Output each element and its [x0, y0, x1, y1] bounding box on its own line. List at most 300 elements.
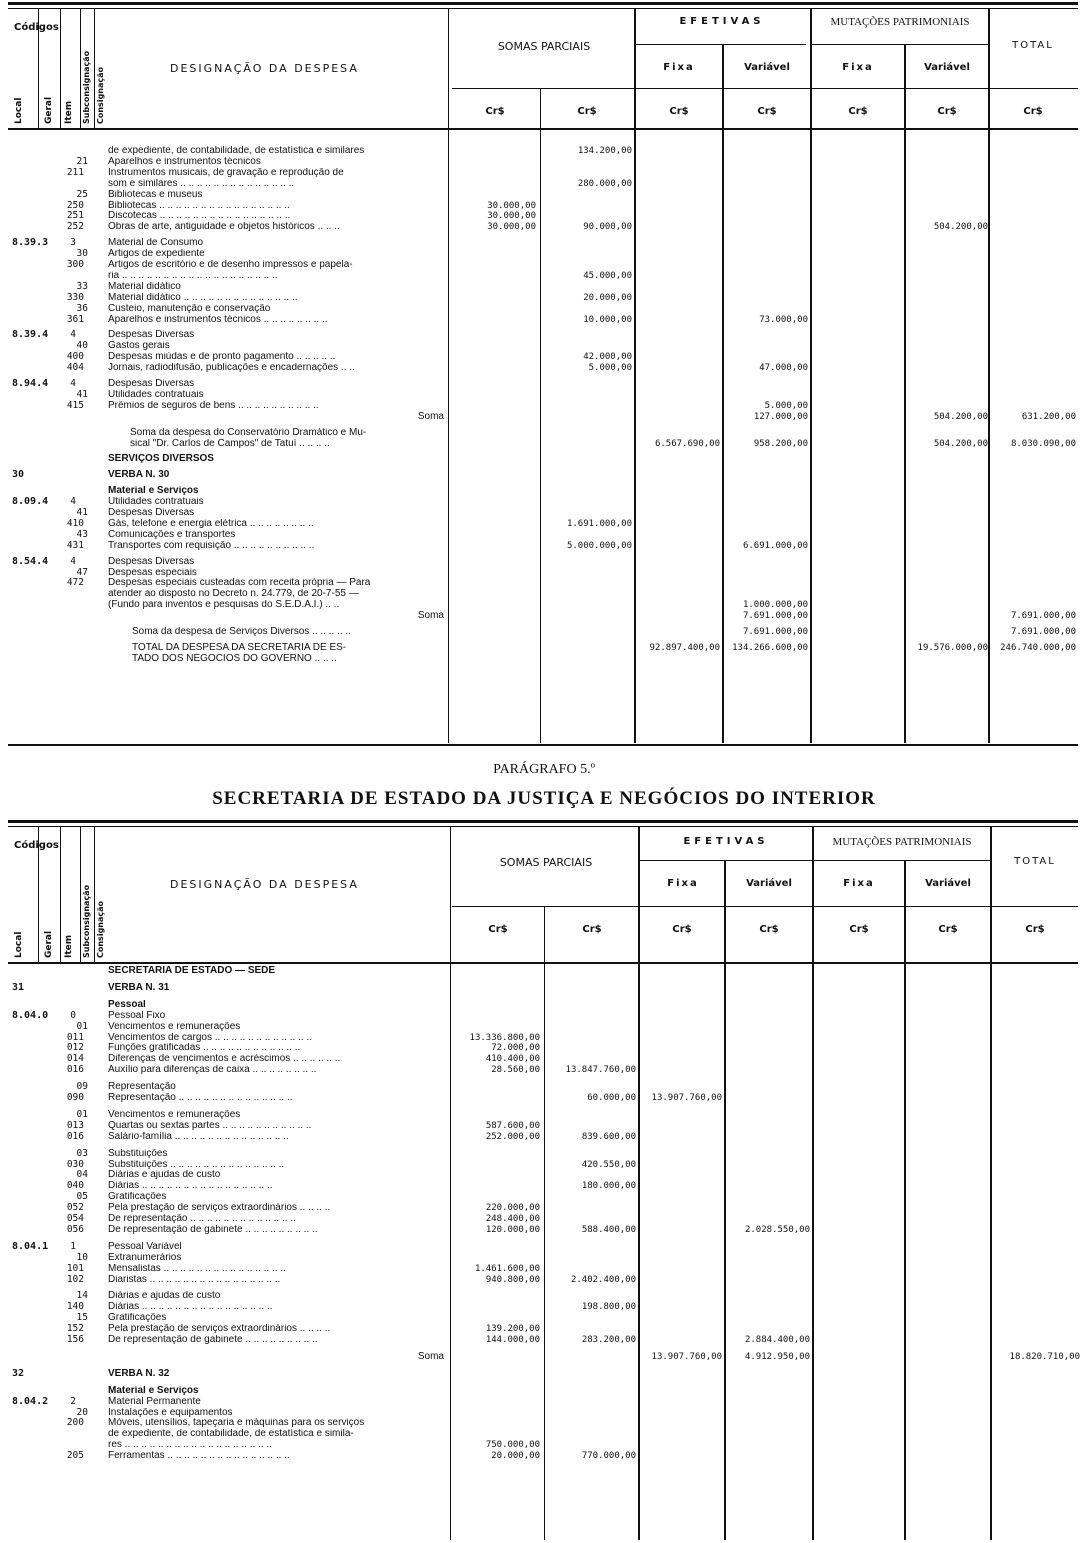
- currency-label: Cr$: [1023, 106, 1043, 117]
- amount-c2: 20.000,00: [583, 292, 632, 303]
- consignacao-label: Consignação: [96, 66, 105, 124]
- table-row: [0, 627, 1088, 637]
- designation: Diferenças de vencimentos e acréscimos .. .. .. .. .. ..: [108, 1054, 341, 1065]
- item-code: 05: [76, 1191, 88, 1203]
- variavel-label: Variável: [744, 62, 790, 73]
- table-row: [0, 1149, 1088, 1159]
- efetivas-label: EFETIVAS: [679, 16, 765, 27]
- designacao-label: DESIGNAÇÃO DA DESPESA: [170, 878, 359, 891]
- table-row: [0, 643, 1088, 653]
- geral-code: 0: [70, 1009, 76, 1021]
- subconsignacao-code: 140: [66, 1301, 84, 1313]
- designation: Transportes com requisição .. .. .. .. .. .. .. .. .. ..: [108, 540, 315, 551]
- amount-c4: 7.691.000,00: [742, 627, 808, 637]
- table-row: [0, 1429, 1088, 1439]
- item-code: 01: [76, 1020, 88, 1032]
- table-row: [0, 1170, 1088, 1180]
- amount-c2: 2.402.400,00: [570, 1274, 636, 1285]
- amount-c1: 20.000,00: [491, 1451, 540, 1462]
- amount-c2: 770.000,00: [581, 1451, 636, 1462]
- subconsignacao-code: 472: [66, 577, 84, 589]
- currency-label: Cr$: [1025, 924, 1045, 935]
- subconsignacao-code: 040: [66, 1180, 84, 1192]
- table-row: [0, 315, 1088, 325]
- item-code: 30: [76, 248, 88, 260]
- amount-c2: 180.000,00: [581, 1181, 636, 1192]
- designation: Diárias .. .. .. .. .. .. .. .. .. .. .. .. .. .. .. ..: [108, 1181, 273, 1192]
- total-label: TOTAL: [1014, 856, 1056, 867]
- table-row: [0, 1418, 1088, 1428]
- designation: De representação de gabinete .. .. .. .. .. .. .. .. ..: [108, 1224, 318, 1235]
- subconsignacao-code: 101: [66, 1262, 84, 1274]
- currency-label: Cr$: [848, 106, 868, 117]
- fixa-label: Fixa: [663, 62, 695, 73]
- designation: Mensalistas .. .. .. .. .. .. .. .. .. .. .. .. .. .. ..: [108, 1263, 286, 1274]
- amount-c2: 42.000,00: [583, 352, 632, 363]
- amount-c7: 631.200,00: [1021, 411, 1076, 422]
- designation: Funções gratificadas .. .. .. .. .. .. .. .. .. .. .. ..: [108, 1043, 301, 1054]
- subconsignacao-code: 361: [66, 313, 84, 325]
- amount-c4: 127.000,00: [753, 411, 808, 422]
- amount-c2: 280.000,00: [577, 178, 632, 189]
- item-code: 09: [76, 1081, 88, 1093]
- currency-label: Cr$: [669, 106, 689, 117]
- local-code: 8.54.4: [12, 555, 49, 567]
- table-row: [0, 1225, 1088, 1235]
- amount-c4: 958.200,00: [753, 438, 808, 449]
- paragraph-title: SECRETARIA DE ESTADO DA JUSTIÇA E NEGÓCIOS DO INTERIOR: [212, 788, 876, 809]
- local-code: 8.94.4: [12, 378, 49, 389]
- table-row: [0, 379, 1088, 389]
- somas-parciais-label: SOMAS PARCIAIS: [497, 40, 591, 53]
- paragraph-label: PARÁGRAFO 5.º: [493, 762, 595, 777]
- table-row: [0, 190, 1088, 200]
- table-row: [0, 654, 1088, 664]
- table-row: [0, 1043, 1088, 1053]
- amount-c1: 139.200,00: [485, 1324, 540, 1335]
- local-code: 8.39.4: [12, 329, 49, 341]
- designation: Vencimentos e remunerações: [108, 1021, 241, 1032]
- table-row: [0, 1033, 1088, 1043]
- designation: de expediente, de contabilidade, de estatística e similares: [108, 146, 365, 156]
- table-row: [0, 578, 1088, 588]
- rule: [814, 860, 990, 861]
- designation: Aparelhos e instrumentos técnicos: [108, 156, 261, 167]
- table-row: [0, 1386, 1088, 1396]
- table-row: [0, 1264, 1088, 1274]
- table-row: [0, 282, 1088, 292]
- rule: [8, 2, 1078, 5]
- codigos-label: Códigos: [14, 22, 59, 33]
- designation: Utilidades contratuais: [108, 497, 204, 508]
- designation: Despesas especiais custeadas com receita própria — Para: [108, 578, 371, 589]
- amount-c1: 30.000,00: [487, 222, 536, 233]
- table-row: [0, 454, 1088, 464]
- rule: [452, 906, 1078, 907]
- designation: Pela prestação de serviços extraordinários .. .. .. ..: [108, 1324, 331, 1335]
- table-row: [0, 486, 1088, 496]
- currency-label: Cr$: [488, 924, 508, 935]
- table-row: [0, 1160, 1088, 1170]
- geral-code: 2: [70, 1395, 76, 1407]
- table-row: [0, 557, 1088, 567]
- designation: som e similares .. .. .. .. .. .. .. .. .. .. .. .. .. ..: [108, 178, 295, 189]
- designation: Diárias e ajudas de custo: [108, 1170, 221, 1181]
- table-row: [0, 1181, 1088, 1191]
- variavel-label: Variável: [746, 878, 792, 889]
- subconsignacao-code: 251: [66, 210, 84, 222]
- designation: Pessoal: [108, 999, 146, 1010]
- table-row: [0, 1302, 1088, 1312]
- designation: Despesas Diversas: [108, 379, 195, 389]
- local-label: Local: [14, 931, 24, 958]
- designation: Vencimentos de cargos .. .. .. .. .. .. .. .. .. .. .. ..: [108, 1032, 312, 1043]
- table-row: [0, 341, 1088, 351]
- codigos-label: Códigos: [14, 840, 59, 851]
- table-row: [0, 1132, 1088, 1142]
- subconsignacao-label: Subconsignação: [82, 50, 91, 124]
- designation: Despesas miúdas e de pronto pagamento .. .. .. .. ..: [108, 352, 336, 363]
- amount-c3: 92.897.400,00: [649, 642, 720, 653]
- designation: Bibliotecas .. .. .. .. .. .. .. .. .. .. .. .. .. .. .. ..: [108, 200, 290, 211]
- subconsignacao-label: Subconsignação: [82, 884, 91, 958]
- designation: De representação .. .. .. .. .. .. .. .. .. .. .. .. ..: [108, 1214, 296, 1224]
- subconsignacao-code: 152: [66, 1323, 84, 1335]
- table-row: [0, 1054, 1088, 1064]
- table-row: [0, 983, 1088, 993]
- subconsignacao-code: 054: [66, 1213, 84, 1224]
- soma-label: Soma: [417, 411, 444, 422]
- subconsignacao-code: 016: [66, 1130, 84, 1142]
- amount-c7: 7.691.000,00: [1010, 611, 1076, 622]
- table-row: [0, 1065, 1088, 1075]
- designation: De representação de gabinete .. .. .. .. .. .. .. .. ..: [108, 1335, 318, 1345]
- local-code: 8.04.1: [12, 1240, 49, 1252]
- table-row: [0, 1121, 1088, 1131]
- item-code: 25: [76, 188, 88, 200]
- soma-row: [0, 412, 1088, 422]
- soma-row: [0, 611, 1088, 621]
- table-row: [0, 600, 1088, 610]
- table-row: [0, 1000, 1088, 1010]
- amount-c7: 7.691.000,00: [1010, 627, 1076, 637]
- geral-code: 3: [70, 237, 76, 249]
- consignacao-label: Consignação: [96, 900, 105, 958]
- designation: Instalações e equipamentos: [108, 1407, 233, 1418]
- table-row: [0, 352, 1088, 362]
- soma-label: Soma: [417, 1351, 444, 1362]
- amount-c2: 1.691.000,00: [566, 518, 632, 529]
- designation: Aparelhos e instrumentos técnicos .. .. .. .. .. .. .. ..: [108, 314, 328, 325]
- table-row: [0, 330, 1088, 340]
- table-row: [0, 1011, 1088, 1021]
- currency-label: Cr$: [757, 106, 777, 117]
- designation: Material Permanente: [108, 1396, 201, 1407]
- subconsignacao-code: 404: [66, 362, 84, 374]
- amount-c2: 5.000,00: [588, 363, 632, 374]
- amount-c1: 410.400,00: [485, 1054, 540, 1065]
- amount-c1: 120.000,00: [485, 1224, 540, 1235]
- designation: Ferramentas .. .. .. .. .. .. .. .. .. .. .. .. .. .. ..: [108, 1451, 290, 1462]
- designation: VERBA N. 30: [108, 470, 170, 481]
- table-row: [0, 519, 1088, 529]
- item-label: Item: [64, 934, 74, 958]
- amount-c1: 1.461.600,00: [474, 1263, 540, 1274]
- table-row: [0, 249, 1088, 259]
- designation: Representação .. .. .. .. .. .. .. .. .. .. .. .. .. ..: [108, 1093, 293, 1103]
- table-row: [0, 179, 1088, 189]
- soma-label: Soma: [417, 611, 444, 622]
- amount-c2: 420.550,00: [581, 1159, 636, 1170]
- local-code: 31: [12, 981, 25, 993]
- currency-label: Cr$: [577, 106, 597, 117]
- amount-c2: 134.200,00: [577, 146, 632, 156]
- amount-c7: 8.030.090,00: [1010, 438, 1076, 449]
- designation: Despesas Diversas: [108, 330, 195, 341]
- table-row: [0, 1440, 1088, 1450]
- designation: Diárias e ajudas de custo: [108, 1291, 221, 1302]
- table-row: [0, 508, 1088, 518]
- table-row: [0, 541, 1088, 551]
- rule: [8, 820, 1078, 823]
- amount-c4: 134.266.600,00: [732, 642, 808, 653]
- designation: Gás, telefone e energia elétrica .. .. .. .. .. .. .. ..: [108, 518, 314, 529]
- designation: Obras de arte, antiguidade e objetos históricos .. .. ..: [108, 222, 340, 233]
- table-row: [0, 589, 1088, 599]
- currency-label: Cr$: [849, 924, 869, 935]
- variavel-label: Variável: [924, 62, 970, 73]
- table-row: [0, 168, 1088, 178]
- amount-c2: 90.000,00: [583, 222, 632, 233]
- item-code: 15: [76, 1312, 88, 1324]
- subconsignacao-code: 300: [66, 259, 84, 270]
- designation: Despesas especiais: [108, 567, 197, 578]
- geral-label: Geral: [44, 930, 54, 958]
- amount-c2: 5.000.000,00: [566, 540, 632, 551]
- item-code: 41: [76, 388, 88, 400]
- geral-code: 4: [70, 555, 76, 567]
- amount-c4: 2.028.550,00: [744, 1224, 810, 1235]
- rule: [8, 962, 1078, 964]
- designation: Substituições: [108, 1148, 168, 1159]
- rule: [8, 8, 1078, 9]
- table-row: [0, 1093, 1088, 1103]
- designation: Artigos de expediente: [108, 249, 205, 260]
- designation: sical "Dr. Carlos de Campos" de Tatuí .. .. .. ..: [130, 438, 330, 449]
- designation: VERBA N. 31: [108, 982, 170, 993]
- item-code: 21: [76, 155, 88, 167]
- designation: Bibliotecas e museus: [108, 189, 203, 200]
- designation: Jornais, radiodifusão, publicações e encadernações .. ..: [108, 363, 355, 374]
- table-row: [0, 1192, 1088, 1202]
- designation: Despesas Diversas: [108, 508, 195, 518]
- designation: Pela prestação de serviços extraordinários .. .. .. ..: [108, 1203, 331, 1214]
- item-code: 03: [76, 1147, 88, 1159]
- local-code: 8.04.2: [12, 1395, 49, 1407]
- variavel-label: Variável: [925, 878, 971, 889]
- item-code: 41: [76, 507, 88, 518]
- table-row: [0, 1110, 1088, 1120]
- amount-c6: 504.200,00: [933, 222, 988, 233]
- amount-c2: 45.000,00: [583, 270, 632, 281]
- designation: Móveis, utensílios, tapeçaria e máquinas para os serviços: [108, 1418, 365, 1429]
- amount-c1: 940.800,00: [485, 1274, 540, 1285]
- subconsignacao-code: 211: [66, 166, 84, 178]
- designation: SERVIÇOS DIVERSOS: [108, 454, 214, 465]
- col-divider: [94, 8, 95, 130]
- table-row: [0, 1369, 1088, 1379]
- fixa-label: Fixa: [842, 62, 874, 73]
- table-row: [0, 271, 1088, 281]
- amount-c1: 144.000,00: [485, 1335, 540, 1345]
- table-row: [0, 1275, 1088, 1285]
- amount-c2: 13.847.760,00: [565, 1065, 636, 1076]
- table-row: [0, 1408, 1088, 1418]
- currency-label: Cr$: [938, 924, 958, 935]
- rule: [8, 826, 1078, 827]
- item-code: 33: [76, 280, 88, 292]
- amount-c6: 19.576.000,00: [917, 642, 988, 653]
- designation: SECRETARIA DE ESTADO — SEDE: [108, 966, 276, 976]
- designation: Utilidades contratuais: [108, 389, 204, 400]
- geral-code: 4: [70, 329, 76, 341]
- designation: Vencimentos e remunerações: [108, 1109, 241, 1120]
- table-row: [0, 211, 1088, 221]
- designation: Gratificações: [108, 1192, 167, 1203]
- designation: Prêmios de seguros de bens .. .. .. .. .. .. .. .. .. ..: [108, 400, 319, 411]
- designation: de expediente, de contabilidade, de estatística e simila-: [108, 1429, 354, 1440]
- table-row: [0, 1397, 1088, 1407]
- designation: Gratificações: [108, 1313, 167, 1324]
- designation: Custeio, manutenção e conservação: [108, 303, 271, 314]
- amount-c4: 73.000,00: [759, 314, 808, 325]
- total-label: TOTAL: [1012, 40, 1054, 51]
- local-label: Local: [14, 97, 24, 124]
- item-code: 36: [76, 302, 88, 314]
- designation: Diárias .. .. .. .. .. .. .. .. .. .. .. .. .. .. .. ..: [108, 1302, 273, 1313]
- local-code: 30: [12, 469, 25, 481]
- amount-c2: 10.000,00: [583, 314, 632, 325]
- subconsignacao-code: 102: [66, 1273, 84, 1285]
- amount-c4: 2.884.400,00: [744, 1335, 810, 1345]
- geral-code: 1: [70, 1240, 76, 1252]
- item-code: 01: [76, 1108, 88, 1120]
- amount-c2: 839.600,00: [581, 1131, 636, 1142]
- designation: Auxílio para diferenças de caixa .. .. .. .. .. .. .. ..: [108, 1065, 317, 1076]
- amount-c3: 13.907.760,00: [651, 1351, 722, 1362]
- item-code: 10: [76, 1251, 88, 1263]
- amount-c3: 6.567.690,00: [654, 438, 720, 449]
- amount-c1: 220.000,00: [485, 1203, 540, 1214]
- subconsignacao-code: 410: [66, 517, 84, 529]
- local-code: 8.09.4: [12, 496, 49, 508]
- table-row: [0, 304, 1088, 314]
- currency-label: Cr$: [759, 924, 779, 935]
- designation: Salário-família .. .. .. .. .. .. .. .. .. .. .. .. .. ..: [108, 1131, 289, 1142]
- designation: VERBA N. 32: [108, 1368, 170, 1379]
- designation: TOTAL DA DESPESA DA SECRETARIA DE ES-: [132, 642, 347, 653]
- col-divider: [80, 8, 81, 130]
- currency-label: Cr$: [485, 106, 505, 117]
- amount-c1: 252.000,00: [485, 1131, 540, 1142]
- table-row: [0, 1253, 1088, 1263]
- amount-c2: 198.800,00: [581, 1302, 636, 1313]
- subconsignacao-code: 431: [66, 539, 84, 551]
- table-row: [0, 1291, 1088, 1301]
- currency-label: Cr$: [937, 106, 957, 117]
- designation: Soma da despesa de Serviços Diversos .. .. .. .. ..: [132, 627, 351, 637]
- amount-c1: 30.000,00: [487, 200, 536, 211]
- designation: Material e Serviços: [108, 1385, 199, 1396]
- table-row: [0, 470, 1088, 480]
- subconsignacao-code: 200: [66, 1417, 84, 1429]
- designation: Discotecas .. .. .. .. .. .. .. .. .. .. .. .. .. .. .. ..: [108, 211, 291, 222]
- amount-c4: 4.912.950,00: [744, 1351, 810, 1362]
- rule: [634, 44, 806, 45]
- currency-label: Cr$: [672, 924, 692, 935]
- rule: [810, 44, 988, 45]
- amount-c2: 283.200,00: [581, 1335, 636, 1345]
- subconsignacao-code: 205: [66, 1450, 84, 1462]
- rule: [8, 744, 1078, 746]
- subconsignacao-code: 052: [66, 1202, 84, 1214]
- col-divider: [60, 8, 61, 130]
- designation: Gastos gerais: [108, 341, 170, 352]
- rule: [640, 860, 812, 861]
- item-code: 40: [76, 340, 88, 352]
- table-row: [0, 1022, 1088, 1032]
- subconsignacao-code: 400: [66, 351, 84, 363]
- subconsignacao-code: 030: [66, 1158, 84, 1170]
- amount-c1: 30.000,00: [487, 211, 536, 222]
- col-divider: [80, 826, 81, 964]
- amount-c4: 6.691.000,00: [742, 540, 808, 551]
- amount-c2: 60.000,00: [587, 1093, 636, 1103]
- designation: res .. .. .. .. .. .. .. .. .. .. .. .. .. .. .. .. .. ..: [108, 1440, 272, 1451]
- subconsignacao-code: 252: [66, 221, 84, 233]
- amount-c1: 750.000,00: [485, 1440, 540, 1451]
- subconsignacao-code: 250: [66, 199, 84, 211]
- table-row: [0, 1313, 1088, 1323]
- item-code: 47: [76, 566, 88, 578]
- local-code: 8.04.0: [12, 1009, 49, 1021]
- designation: TADO DOS NEGÓCIOS DO GOVERNO .. .. ..: [132, 653, 337, 664]
- table-row: [0, 1451, 1088, 1461]
- amount-c1: 587.600,00: [485, 1120, 540, 1131]
- table-row: [0, 966, 1088, 976]
- amount-c4: 47.000,00: [759, 363, 808, 374]
- designation: Representação: [108, 1082, 176, 1093]
- amount-c1: 13.336.800,00: [469, 1032, 540, 1043]
- subconsignacao-code: 014: [66, 1053, 84, 1065]
- designation: atender ao disposto no Decreto n. 24.779, de 20-7-55 —: [108, 589, 359, 600]
- designation: Despesas Diversas: [108, 556, 195, 567]
- currency-label: Cr$: [582, 924, 602, 935]
- amount-c6: 504.200,00: [933, 411, 988, 422]
- amount-c1: 28.560,00: [491, 1065, 540, 1076]
- table-row: [0, 363, 1088, 373]
- subconsignacao-code: 090: [66, 1092, 84, 1103]
- table-row: [0, 1335, 1088, 1345]
- designation: (Fundo para inventos e pesquisas do S.E.D.A.I.) .. ..: [108, 600, 340, 611]
- col-divider: [60, 826, 61, 964]
- efetivas-label: EFETIVAS: [683, 836, 769, 847]
- designation: ria .. .. .. .. .. .. .. .. .. .. .. .. .. .. .. .. .. .. ..: [108, 270, 278, 281]
- item-code: 04: [76, 1169, 88, 1181]
- geral-code: 4: [70, 496, 76, 508]
- designation: Instrumentos musicais, de gravação e reprodução de: [108, 167, 344, 178]
- local-code: 8.39.3: [12, 237, 49, 249]
